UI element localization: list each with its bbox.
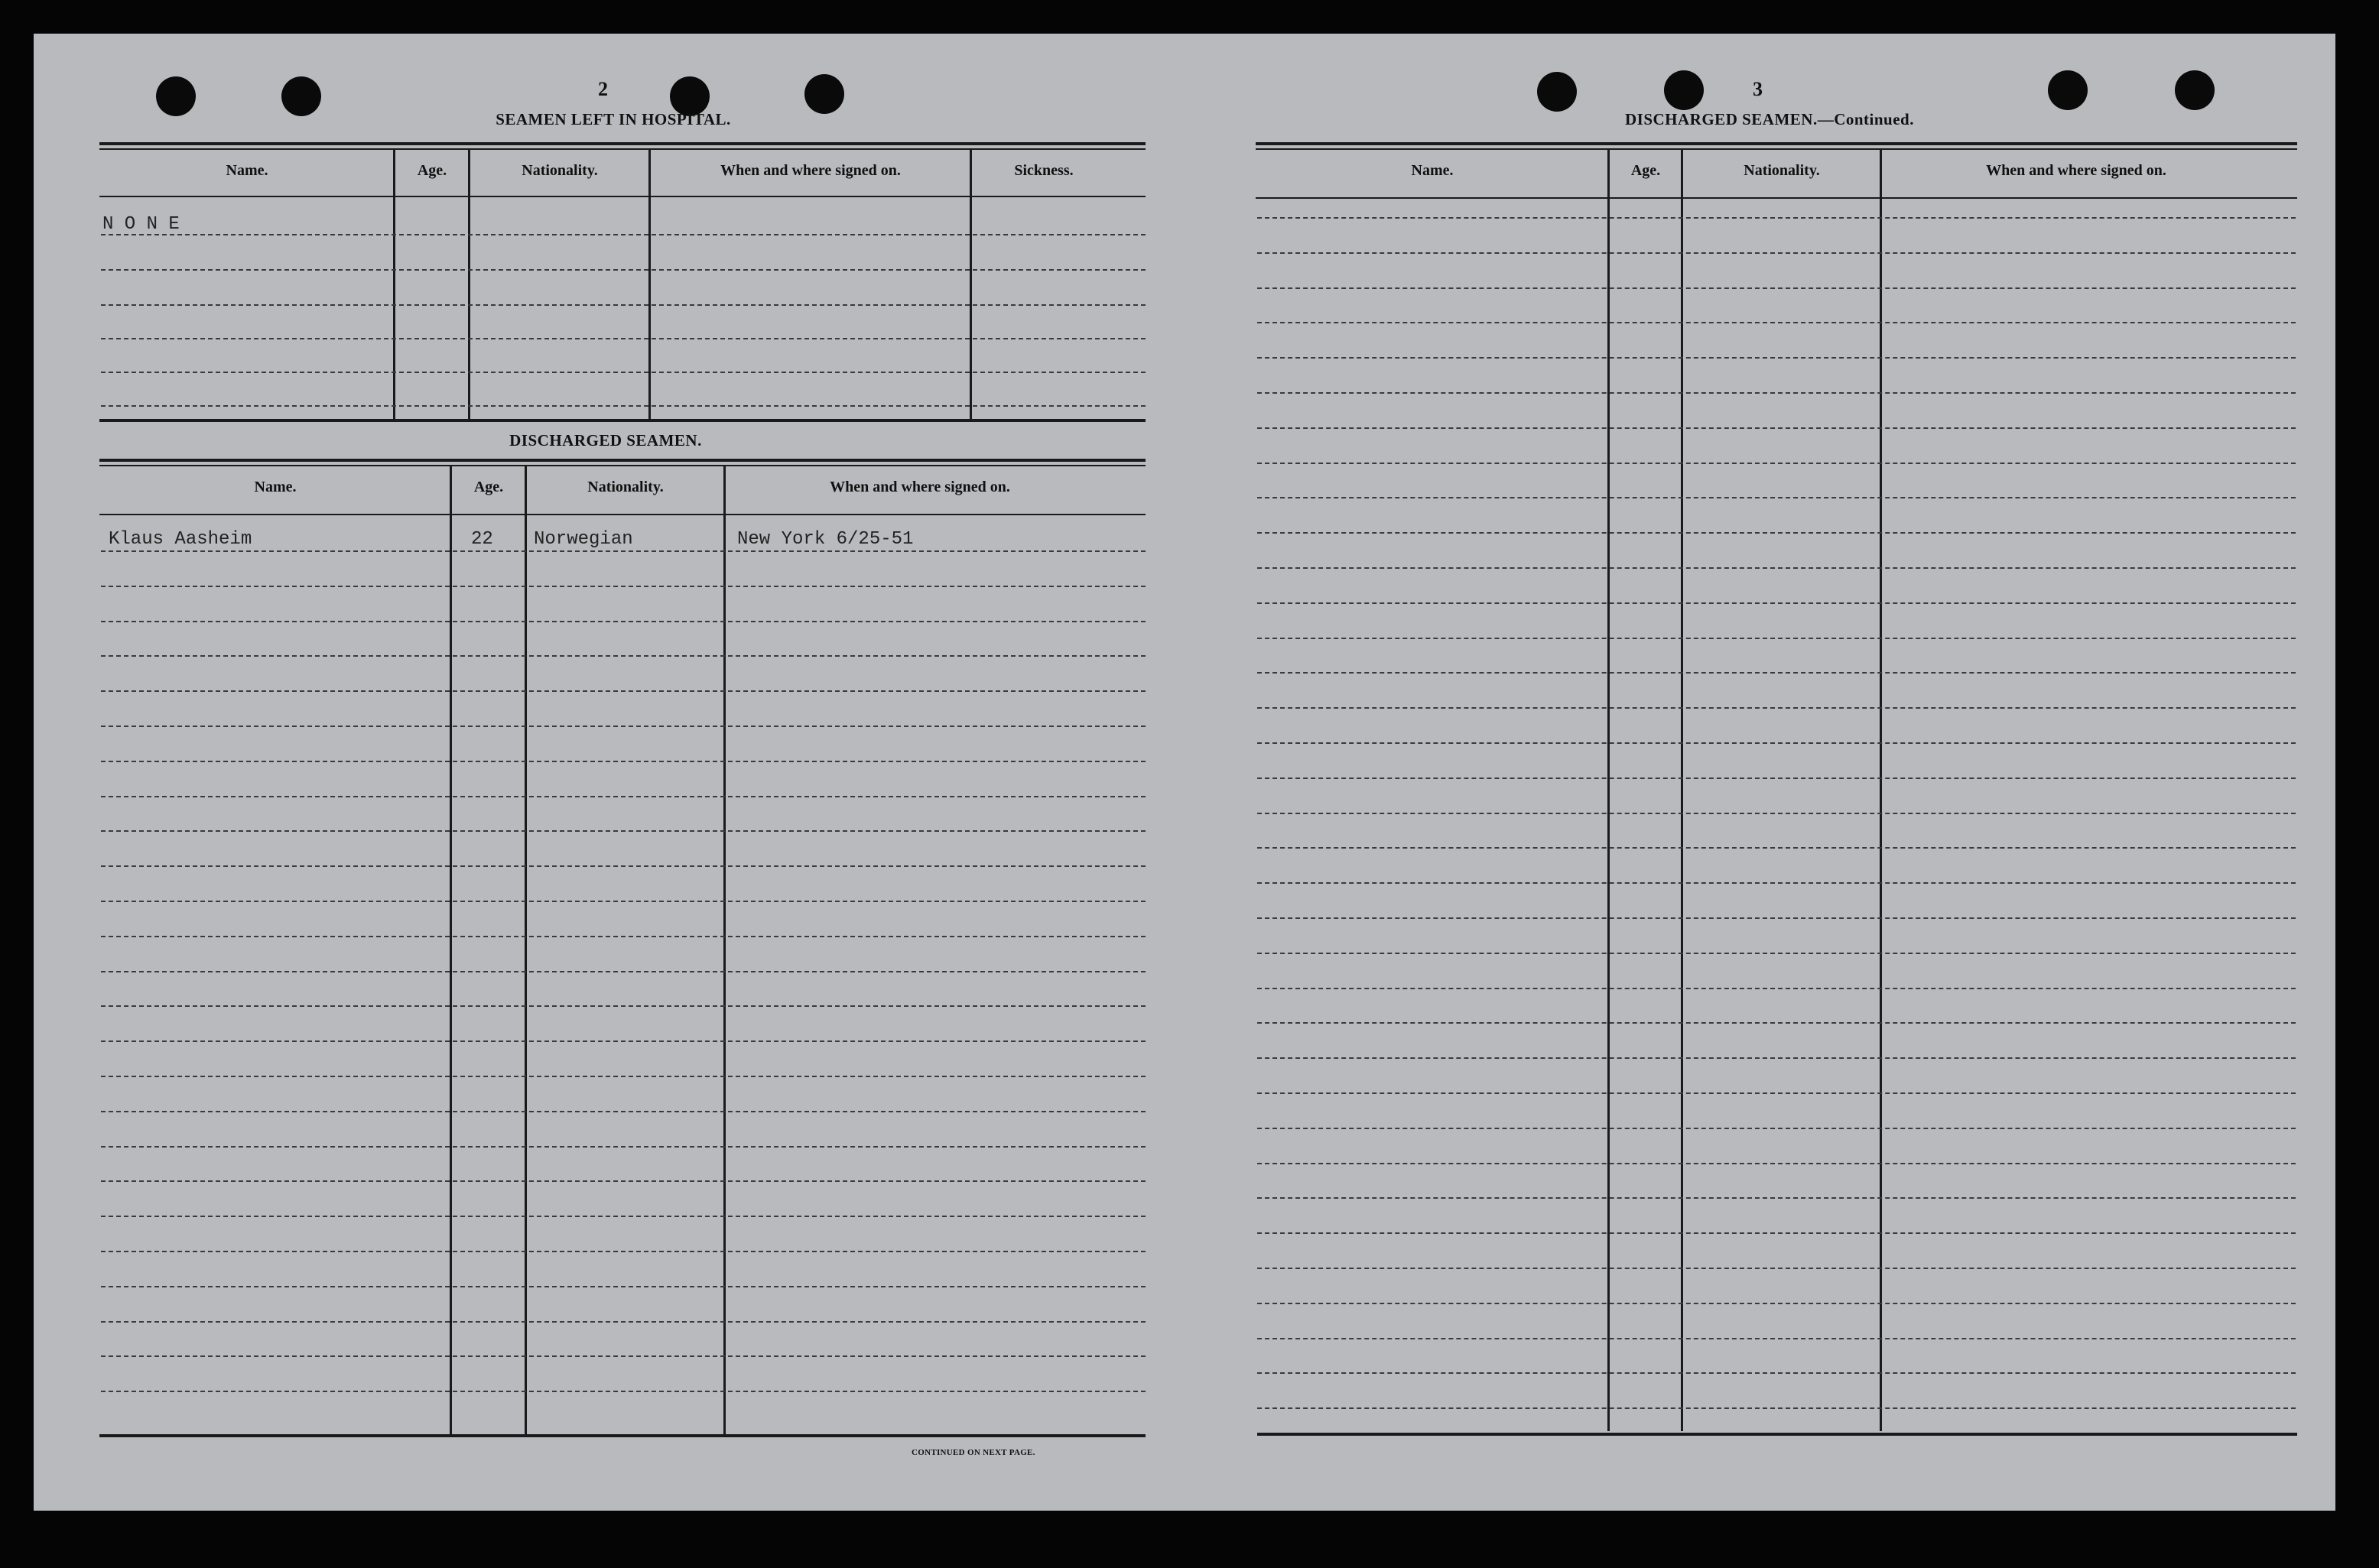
- hospital-row-line: [101, 372, 1146, 373]
- row-line: [1257, 463, 2296, 464]
- hospital-row-line: [101, 269, 1146, 271]
- row-line: [1257, 532, 2296, 534]
- discharged-row-name: Klaus Aasheim: [109, 529, 252, 550]
- document-sheet: [34, 34, 2335, 1511]
- page-number-right: 3: [1753, 78, 1763, 100]
- hospital-section-title: SEAMEN LEFT IN HOSPITAL.: [496, 110, 731, 128]
- hospital-col-divider: [468, 150, 470, 420]
- hospital-row-line: [101, 304, 1146, 306]
- row-line: [1257, 497, 2296, 498]
- row-line: [101, 550, 1146, 552]
- hospital-col-divider: [648, 150, 651, 420]
- discharged-header-name: Name.: [254, 479, 297, 495]
- row-line: [1257, 638, 2296, 639]
- row-line: [101, 1286, 1146, 1287]
- row-line: [1257, 567, 2296, 569]
- row-line: [1257, 1092, 2296, 1094]
- row-line: [101, 1146, 1146, 1148]
- row-line: [101, 1321, 1146, 1323]
- row-line: [101, 865, 1146, 867]
- row-line: [101, 655, 1146, 657]
- hospital-header-sickness: Sickness.: [1014, 162, 1074, 179]
- row-line: [101, 1391, 1146, 1392]
- row-line: [1257, 252, 2296, 254]
- row-line: [1257, 847, 2296, 849]
- right-header-name: Name.: [1411, 162, 1454, 179]
- punch-hole: [804, 74, 844, 114]
- row-line: [1257, 392, 2296, 394]
- row-line: [101, 1111, 1146, 1112]
- hospital-row-line: [101, 405, 1146, 407]
- row-line: [1257, 1407, 2296, 1409]
- row-line: [101, 1355, 1146, 1357]
- row-line: [1257, 1338, 2296, 1339]
- row-line: [101, 936, 1146, 937]
- row-line: [1257, 1303, 2296, 1304]
- row-line: [1257, 672, 2296, 674]
- discharged-header-rule: [99, 514, 1146, 515]
- right-header-age: Age.: [1630, 162, 1661, 179]
- punch-hole: [281, 76, 321, 116]
- right-table-top-rule: [1256, 142, 2297, 145]
- punch-hole: [2175, 70, 2215, 110]
- row-line: [1257, 917, 2296, 919]
- row-line: [1257, 1057, 2296, 1059]
- hospital-row-line: [101, 234, 1146, 235]
- hospital-header-nationality: Nationality.: [522, 162, 598, 179]
- right-header-signed-on: When and where signed on.: [1986, 162, 2166, 179]
- row-line: [101, 796, 1146, 797]
- right-table-top-rule-2: [1256, 148, 2297, 150]
- row-line: [1257, 953, 2296, 954]
- punch-hole: [156, 76, 196, 116]
- right-col-divider: [1681, 150, 1683, 1431]
- discharged-header-age: Age.: [473, 479, 504, 495]
- row-line: [1257, 357, 2296, 359]
- discharged-table-top-rule-2: [99, 465, 1146, 466]
- hospital-header-signed-on: When and where signed on.: [720, 162, 901, 179]
- punch-hole: [1537, 72, 1577, 112]
- hospital-entry-none: N O N E: [102, 214, 180, 235]
- hospital-table-top-rule: [99, 142, 1146, 145]
- discharged-col-divider: [723, 466, 726, 1434]
- row-line: [1257, 1163, 2296, 1164]
- row-line: [1257, 287, 2296, 289]
- row-line: [1257, 813, 2296, 814]
- hospital-table-top-rule-2: [99, 148, 1146, 150]
- punch-hole: [1664, 70, 1704, 110]
- right-section-title: DISCHARGED SEAMEN.—Continued.: [1625, 110, 1914, 128]
- hospital-col-divider: [393, 150, 395, 420]
- row-line: [101, 586, 1146, 587]
- row-line: [101, 726, 1146, 727]
- row-line: [1257, 778, 2296, 779]
- row-line: [101, 1076, 1146, 1077]
- row-line: [101, 690, 1146, 692]
- hospital-header-name: Name.: [226, 162, 268, 179]
- right-table-bottom-rule: [1257, 1433, 2297, 1436]
- discharged-col-divider: [450, 466, 452, 1434]
- right-header-rule: [1256, 197, 2297, 199]
- hospital-col-divider: [970, 150, 972, 420]
- row-line: [1257, 988, 2296, 989]
- row-line: [1257, 217, 2296, 219]
- row-line: [101, 1216, 1146, 1217]
- row-line: [1257, 427, 2296, 429]
- row-line: [1257, 1022, 2296, 1024]
- hospital-table-bottom-rule: [99, 419, 1146, 422]
- discharged-table-bottom-rule: [99, 1434, 1146, 1437]
- row-line: [1257, 1268, 2296, 1269]
- continued-footer: CONTINUED ON NEXT PAGE.: [912, 1448, 1035, 1457]
- row-line: [101, 971, 1146, 972]
- hospital-header-age: Age.: [417, 162, 447, 179]
- row-line: [1257, 1232, 2296, 1234]
- row-line: [101, 830, 1146, 832]
- row-line: [1257, 882, 2296, 884]
- discharged-row-signed-on: New York 6/25-51: [737, 529, 914, 550]
- punch-hole: [2048, 70, 2088, 110]
- row-line: [101, 761, 1146, 762]
- discharged-col-divider: [525, 466, 527, 1434]
- hospital-header-rule: [99, 196, 1146, 197]
- hospital-row-line: [101, 338, 1146, 339]
- right-col-divider: [1607, 150, 1610, 1431]
- right-col-divider: [1880, 150, 1882, 1431]
- row-line: [101, 901, 1146, 902]
- discharged-header-nationality: Nationality.: [587, 479, 664, 495]
- row-line: [1257, 602, 2296, 604]
- row-line: [1257, 1197, 2296, 1199]
- row-line: [1257, 1128, 2296, 1129]
- discharged-row-age: 22: [471, 529, 493, 550]
- right-header-nationality: Nationality.: [1744, 162, 1820, 179]
- row-line: [101, 621, 1146, 622]
- row-line: [1257, 742, 2296, 744]
- row-line: [101, 1251, 1146, 1252]
- row-line: [1257, 707, 2296, 709]
- discharged-row-nationality: Norwegian: [534, 529, 633, 550]
- discharged-header-signed-on: When and where signed on.: [830, 479, 1010, 495]
- row-line: [1257, 322, 2296, 323]
- discharged-table-top-rule: [99, 459, 1146, 462]
- discharged-section-title: DISCHARGED SEAMEN.: [509, 431, 702, 450]
- row-line: [101, 1040, 1146, 1042]
- row-line: [101, 1005, 1146, 1007]
- row-line: [101, 1180, 1146, 1182]
- page-number-left: 2: [598, 78, 608, 100]
- row-line: [1257, 1372, 2296, 1374]
